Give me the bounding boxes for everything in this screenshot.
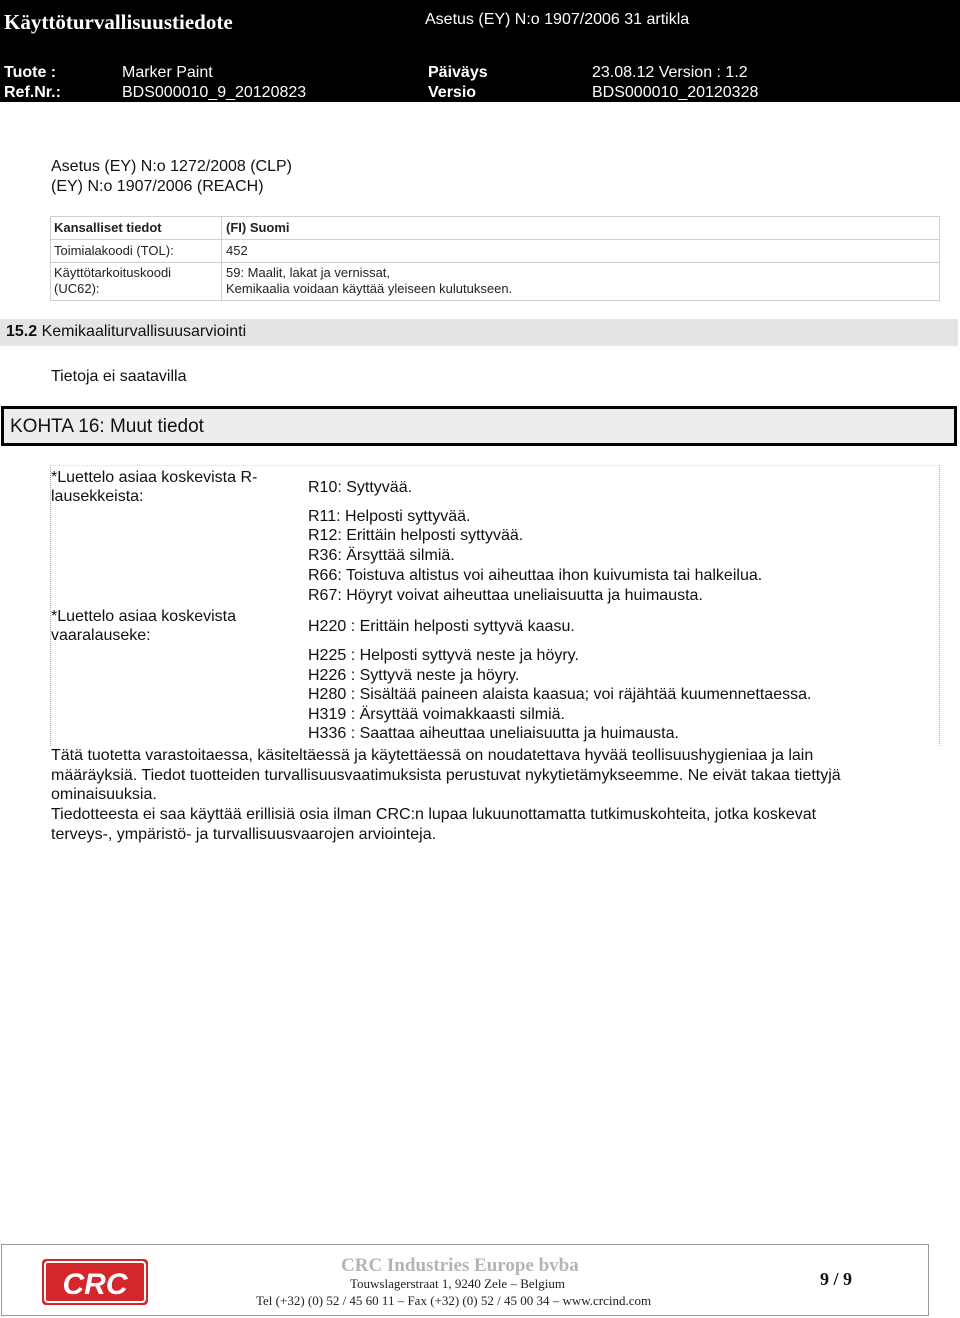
ref-label: Ref.Nr.: xyxy=(4,84,61,101)
date-label: Päiväys xyxy=(428,64,488,81)
section-16-header xyxy=(1,406,957,446)
tol-label: Toimialakoodi (TOL): xyxy=(54,243,174,258)
regulation-reach: (EY) N:o 1907/2006 (REACH) xyxy=(51,178,264,195)
r-phrases-label: *Luettelo asiaa koskevista R- lausekkeista: xyxy=(51,469,258,505)
usage-restriction-paragraph: Tiedotteesta ei saa käyttää erillisiä osia ilman CRC:n lupaa lukuunottamatta tutkimuskohteita, jotka koskevat terveys-, ympäristö- ja turvallisuusvaarojen arviointeja. xyxy=(51,806,817,843)
document-header xyxy=(0,0,960,102)
r-phrase: R11: Helposti syttyvää. xyxy=(308,508,471,525)
h-phrase: H226 : Syttyvä neste ja höyry. xyxy=(308,667,520,684)
section-15-2-title: 15.2 Kemikaaliturvallisuusarviointi xyxy=(6,323,247,340)
r-phrase: R10: Syttyvää. xyxy=(308,479,413,496)
disclaimer-paragraph: Tätä tuotetta varastoitaessa, käsiteltäessä ja käytettäessä on noudatettava hyvää teollisuushygieniaa ja lain määräyksiä. Tiedot tuotteiden turvallisuusvaatimuksista perustuvat nykytietämykseemme. Ne eivät takaa tiettyjä ominaisuuksia. xyxy=(51,747,841,803)
h-phrase: H336 : Saattaa aiheuttaa uneliaisuutta ja huimausta. xyxy=(308,725,679,742)
date-value: 23.08.12 Version : 1.2 xyxy=(592,64,748,81)
national-info-table xyxy=(50,216,940,301)
h-phrase: H280 : Sisältää paineen alaista kaasua; voi räjähtää kuumennettaessa. xyxy=(308,686,812,703)
ref-value: BDS000010_9_20120823 xyxy=(122,84,307,101)
page-number: 9 / 9 xyxy=(820,1269,853,1289)
page-footer xyxy=(1,1244,929,1316)
r-phrase: R67: Höyryt voivat aiheuttaa uneliaisuutta ja huimausta. xyxy=(308,587,703,604)
version-label: Versio xyxy=(428,84,477,101)
regulation-clp: Asetus (EY) N:o 1272/2008 (CLP) xyxy=(51,158,293,175)
h-phrases-label: *Luettelo asiaa koskevista vaaralauseke: xyxy=(51,608,236,644)
company-contact: Tel (+32) (0) 52 / 45 60 11 – Fax (+32) (0) 52 / 45 00 34 – www.crcind.com xyxy=(256,1293,652,1308)
national-title-label: Kansalliset tiedot xyxy=(54,220,162,235)
tol-value: 452 xyxy=(226,243,248,258)
section-15-2-header xyxy=(0,319,958,346)
logo-text: CRC xyxy=(62,1268,128,1301)
crc-logo xyxy=(42,1259,148,1305)
national-title-value: (FI) Suomi xyxy=(226,220,290,235)
product-value: Marker Paint xyxy=(122,64,213,81)
section-15-2-text: Tietoja ei saatavilla xyxy=(51,368,187,385)
version-value: BDS000010_20120328 xyxy=(592,84,759,101)
document-title: Käyttöturvallisuustiedote xyxy=(4,10,233,34)
r-phrase: R12: Erittäin helposti syttyvää. xyxy=(308,527,524,544)
table-row xyxy=(51,240,939,263)
product-label: Tuote : xyxy=(4,64,57,81)
r-phrase: R36: Ärsyttää silmiä. xyxy=(308,547,455,564)
company-address: Touwslagerstraat 1, 9240 Zele – Belgium xyxy=(350,1276,565,1291)
h-phrase: H319 : Ärsyttää voimakkaasti silmiä. xyxy=(308,706,565,723)
uc-label: Käyttötarkoituskoodi (UC62): xyxy=(54,265,172,296)
regulation-reference: Asetus (EY) N:o 1907/2006 31 artikla xyxy=(425,11,690,28)
h-phrase: H220 : Erittäin helposti syttyvä kaasu. xyxy=(308,618,575,635)
r-phrase: R66: Toistuva altistus voi aiheuttaa ihon kuivumista tai halkeilua. xyxy=(308,567,763,584)
table-row xyxy=(51,217,939,240)
table-row xyxy=(51,263,939,300)
h-phrase: H225 : Helposti syttyvä neste ja höyry. xyxy=(308,647,579,664)
uc-value: 59: Maalit, lakat ja vernissat, Kemikaalia voidaan käyttää yleiseen kulutukseen. xyxy=(226,265,513,296)
section-16-title: KOHTA 16: Muut tiedot xyxy=(10,416,204,437)
company-name: CRC Industries Europe bvba xyxy=(341,1255,579,1276)
